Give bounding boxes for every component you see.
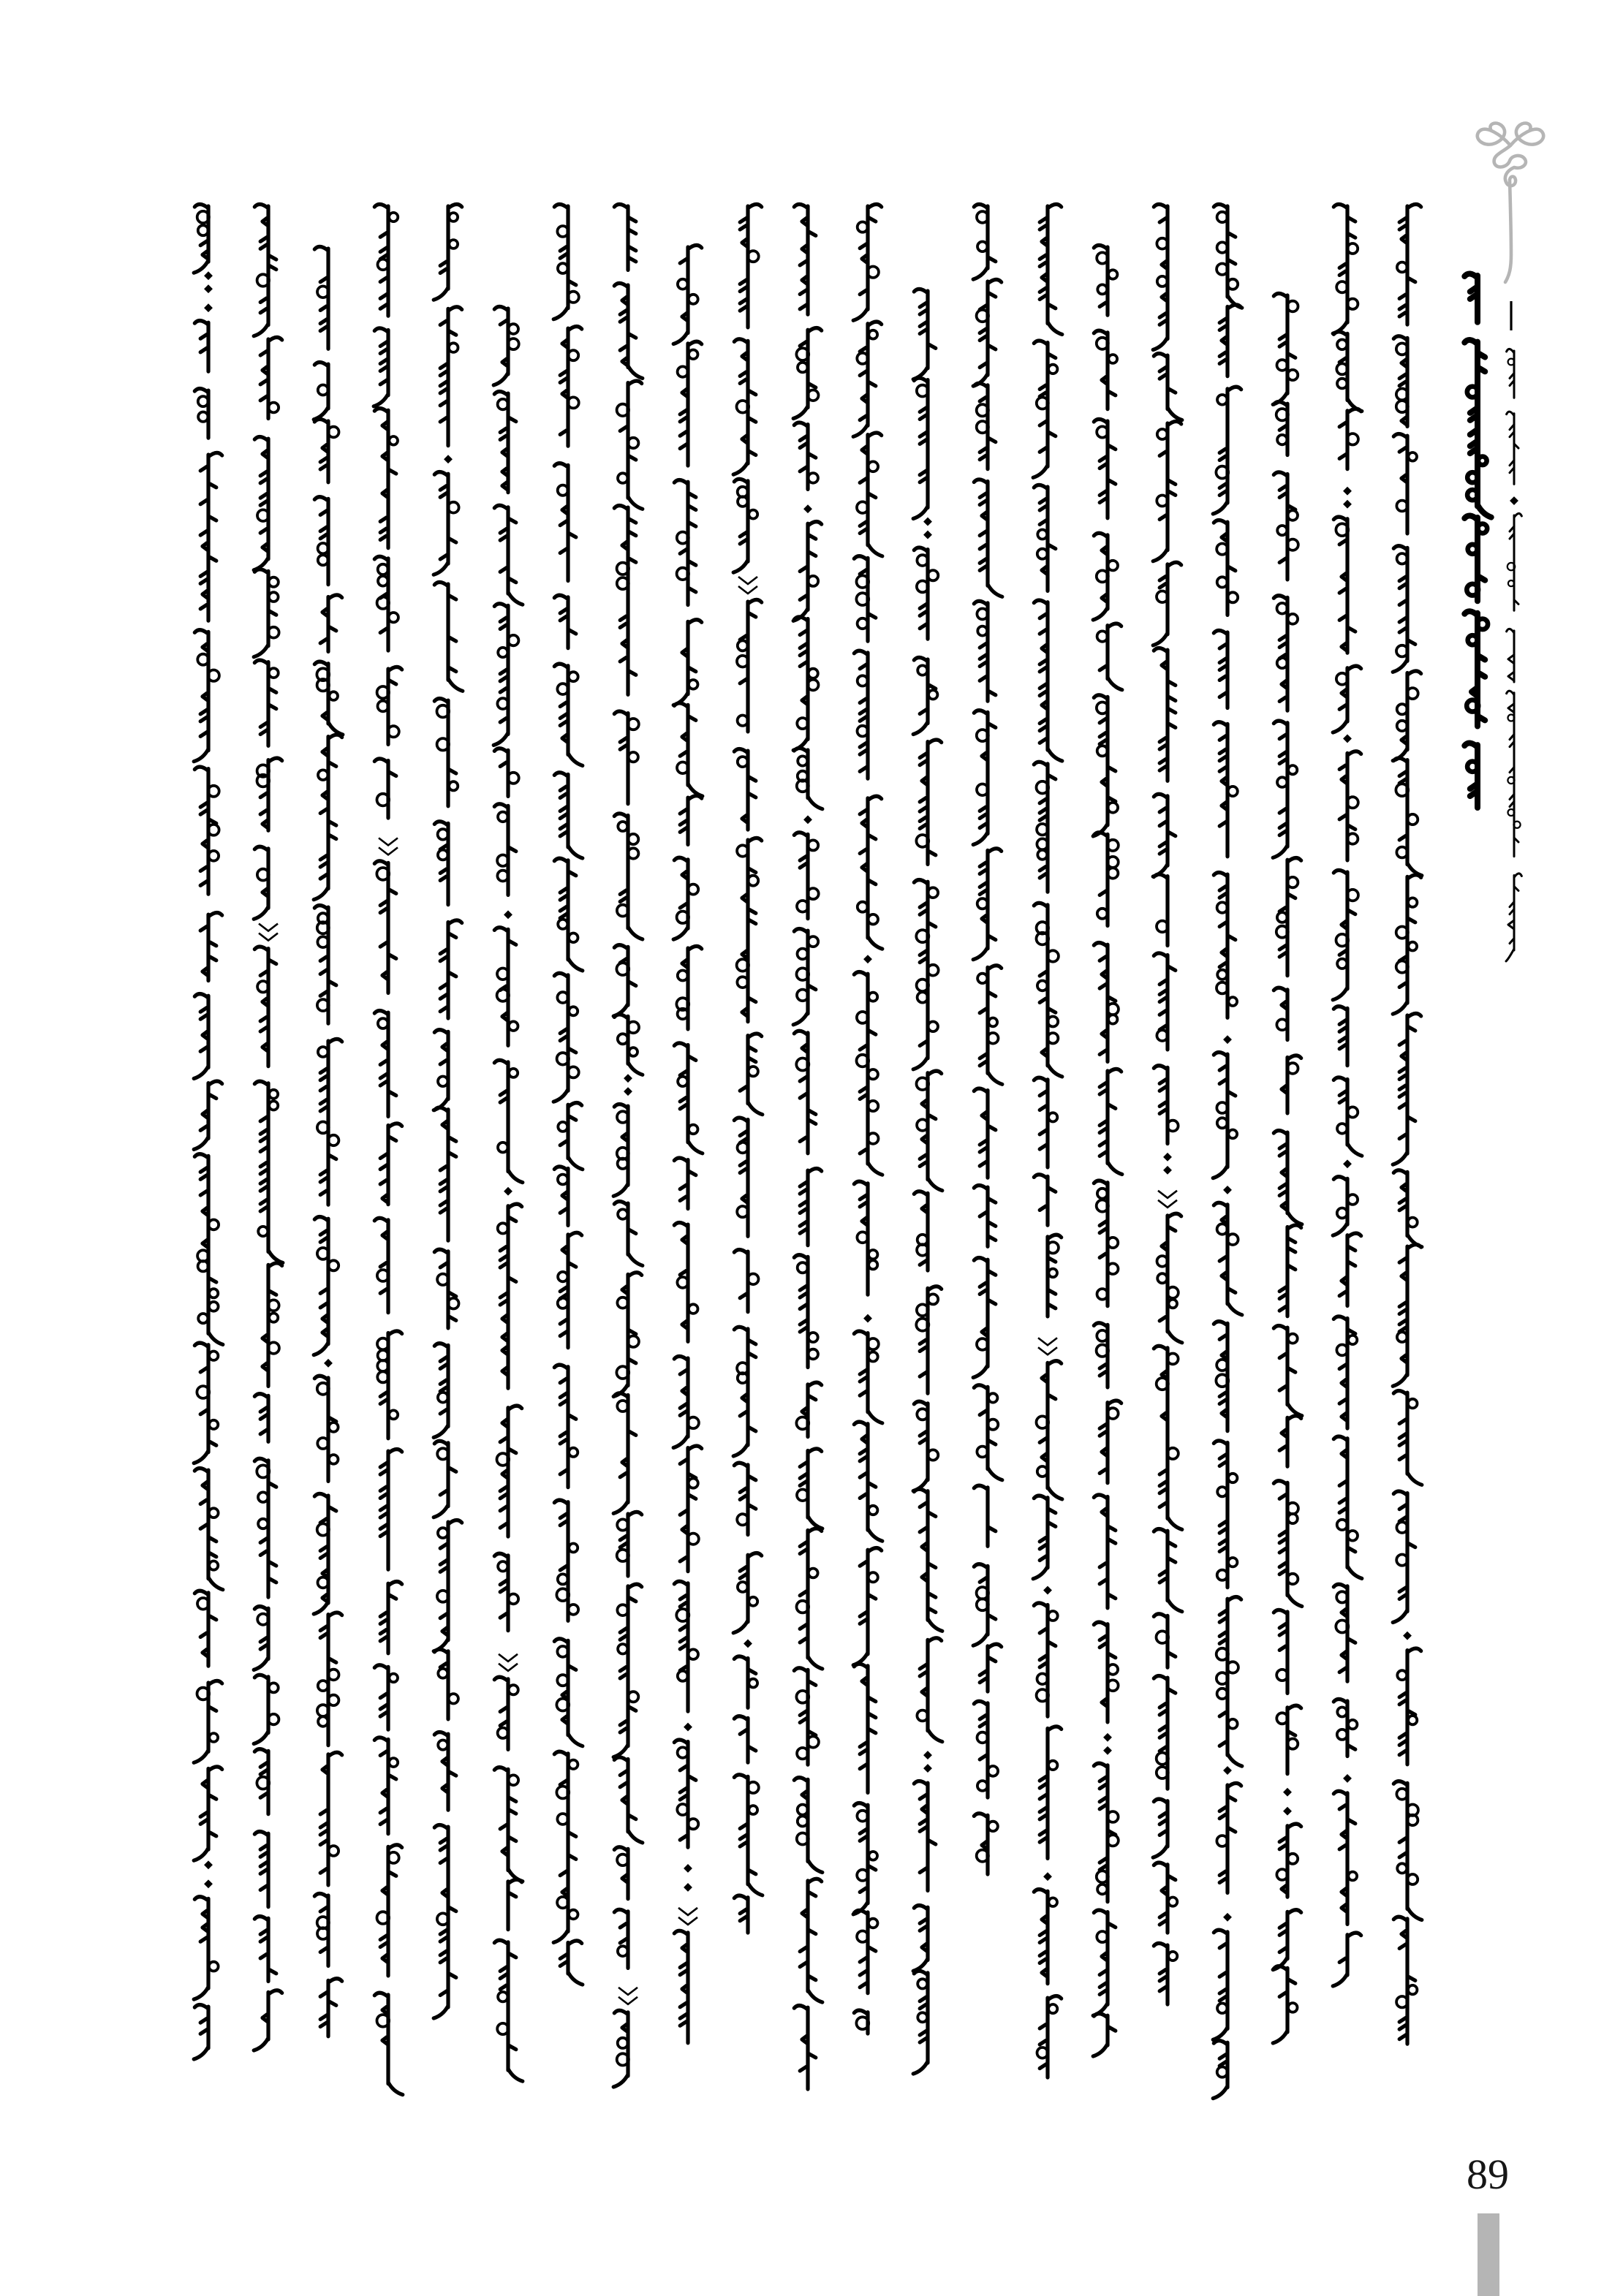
flourish-ornament-icon <box>1478 124 1543 282</box>
page-edge-tab <box>1478 2213 1499 2296</box>
page-number: 89 <box>1467 2151 1509 2198</box>
